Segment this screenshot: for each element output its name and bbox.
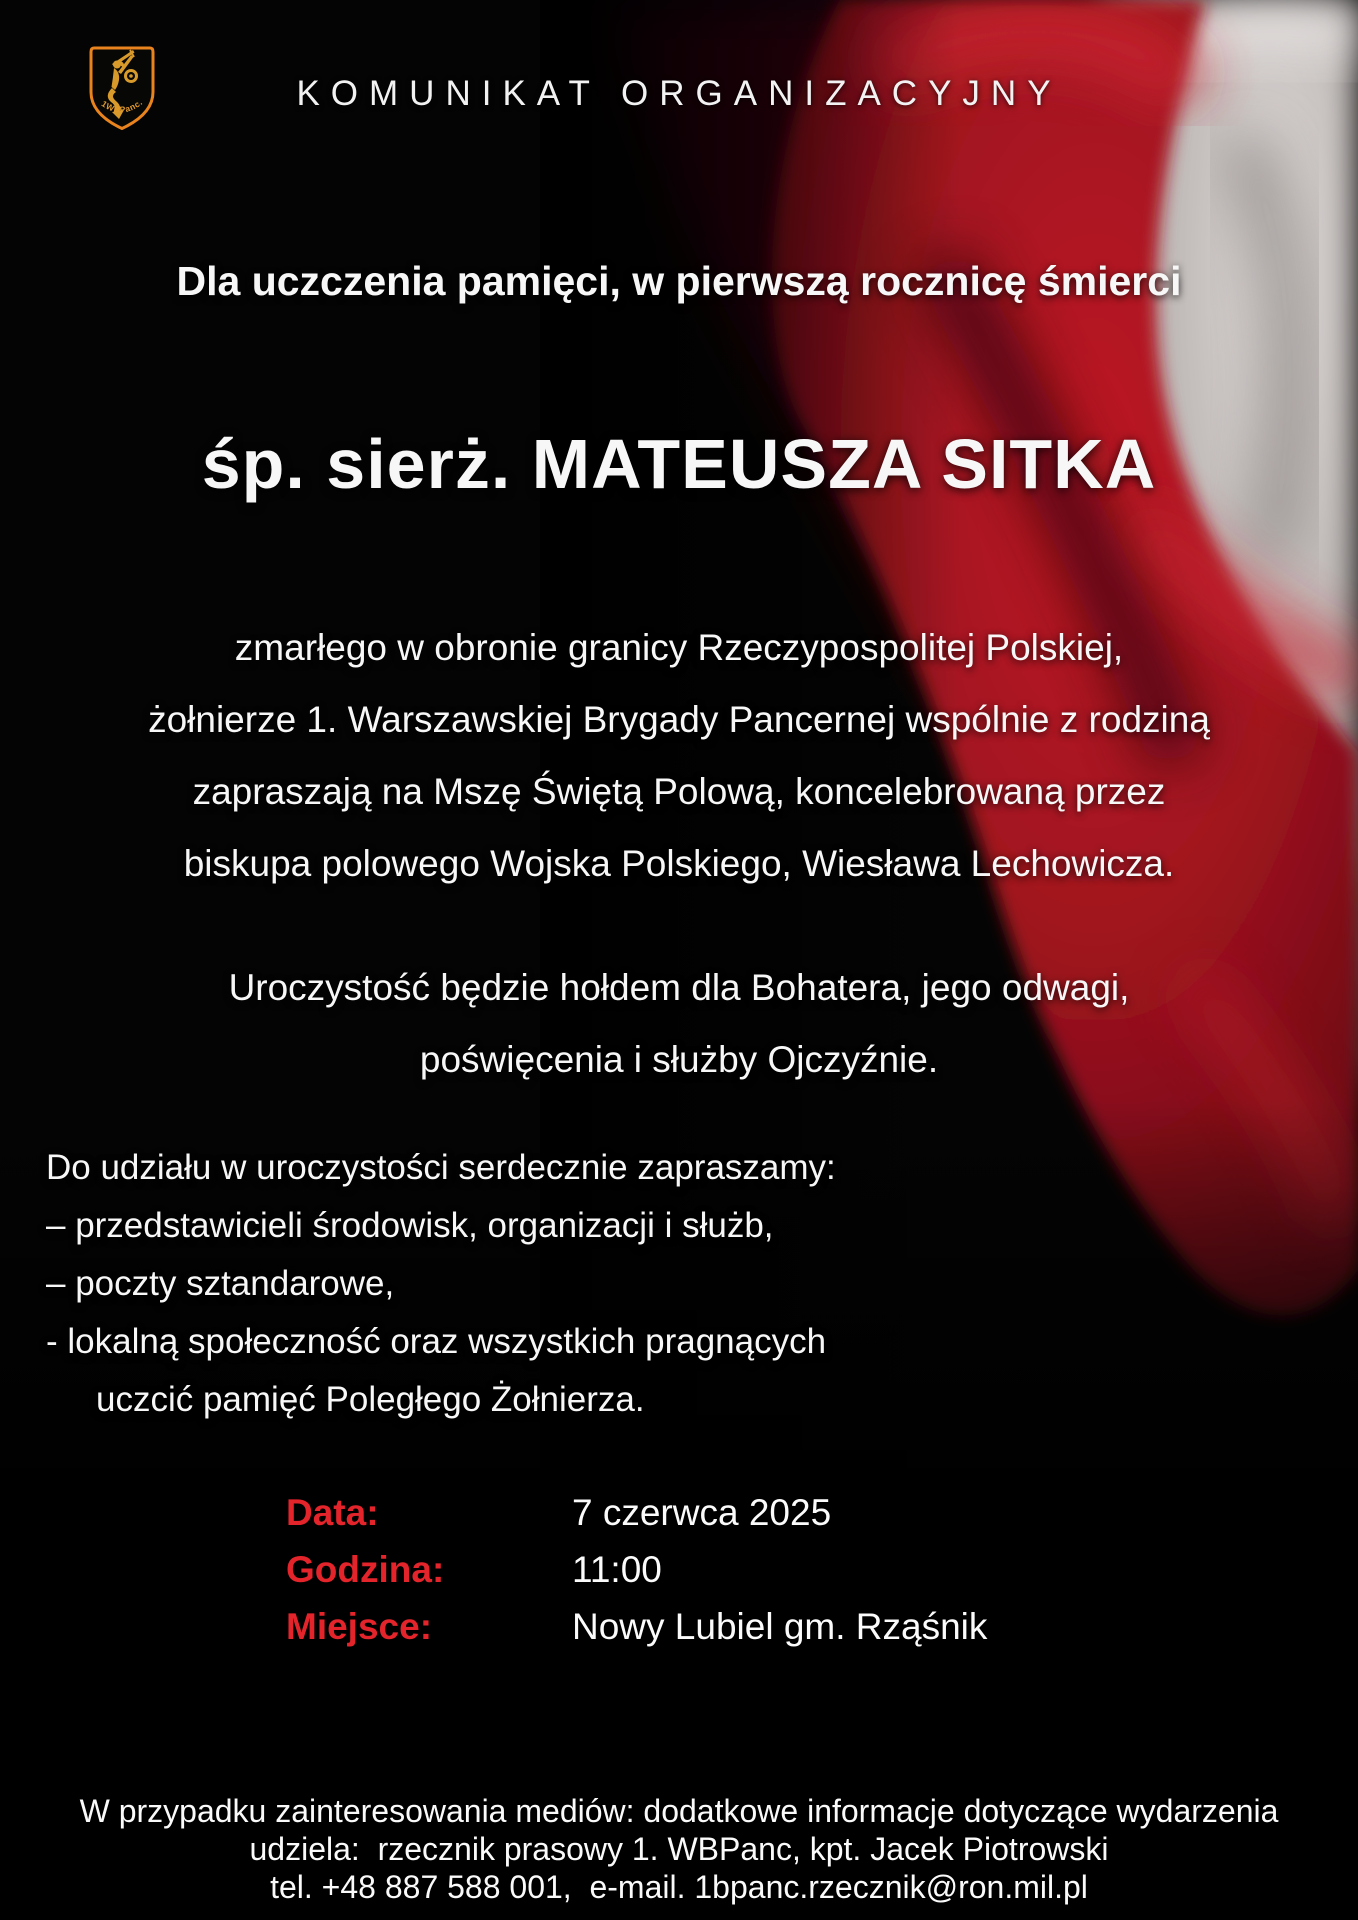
- invitation-item: - lokalną społeczność oraz wszystkich pragnących: [46, 1322, 827, 1361]
- invitation-item: – przedstawicieli środowisk, organizacji i służb,: [46, 1206, 774, 1245]
- detail-value-place: Nowy Lubiel gm. Rząśnik: [572, 1606, 988, 1647]
- detail-row: [286, 1484, 987, 1541]
- detail-label-time: Godzina:: [286, 1549, 445, 1590]
- emblem-label: 1WBPanc.: [99, 97, 145, 115]
- detail-value-time: 11:00: [572, 1549, 662, 1590]
- tribute-line: poświęcenia i służby Ojczyźnie.: [419, 1039, 939, 1080]
- media-contact-footer: [0, 1792, 1358, 1906]
- invitation-heading: Do udziału w uroczystości serdecznie zapraszamy:: [46, 1148, 836, 1187]
- detail-value-date: 7 czerwca 2025: [572, 1492, 832, 1533]
- page-title: KOMUNIKAT ORGANIZACYJNY: [296, 74, 1062, 113]
- paragraph-line: biskupa polowego Wojska Polskiego, Wiesława Lechowicza.: [183, 843, 1175, 884]
- tribute-line: Uroczystość będzie hołdem dla Bohatera, jego odwagi,: [228, 967, 1130, 1008]
- invitation-paragraph: [0, 612, 1358, 900]
- detail-label-date: Data:: [286, 1492, 379, 1533]
- invitation-item: – poczty sztandarowe,: [46, 1264, 395, 1303]
- tribute-paragraph: [0, 952, 1358, 1096]
- detail-label-place: Miejsce:: [286, 1606, 433, 1647]
- detail-row: [286, 1541, 987, 1598]
- detail-row: [286, 1598, 987, 1655]
- paragraph-line: zmarłego w obronie granicy Rzeczypospolitej Polskiej,: [234, 627, 1124, 668]
- footer-line: W przypadku zainteresowania mediów: dodatkowe informacje dotyczące wydarzenia: [79, 1793, 1279, 1829]
- footer-line: udziela: rzecznik prasowy 1. WBPanc, kpt. Jacek Piotrowski: [249, 1831, 1109, 1867]
- footer-line: tel. +48 887 588 001, e-mail. 1bpanc.rzecznik@ron.mil.pl: [270, 1869, 1088, 1905]
- memorial-intro: Dla uczczenia pamięci, w pierwszą rocznicę śmierci: [176, 258, 1182, 304]
- invitation-list: [46, 1139, 1298, 1429]
- honoree-name: śp. sierż. MATEUSZA SITKA: [201, 425, 1157, 503]
- paragraph-line: żołnierze 1. Warszawskiej Brygady Pancernej wspólnie z rodziną: [148, 699, 1210, 740]
- paragraph-line: zapraszają na Mszę Świętą Polową, koncelebrowaną przez: [192, 771, 1166, 812]
- invitation-item: uczcić pamięć Poległego Żołnierza.: [96, 1380, 645, 1419]
- event-details: [286, 1484, 987, 1655]
